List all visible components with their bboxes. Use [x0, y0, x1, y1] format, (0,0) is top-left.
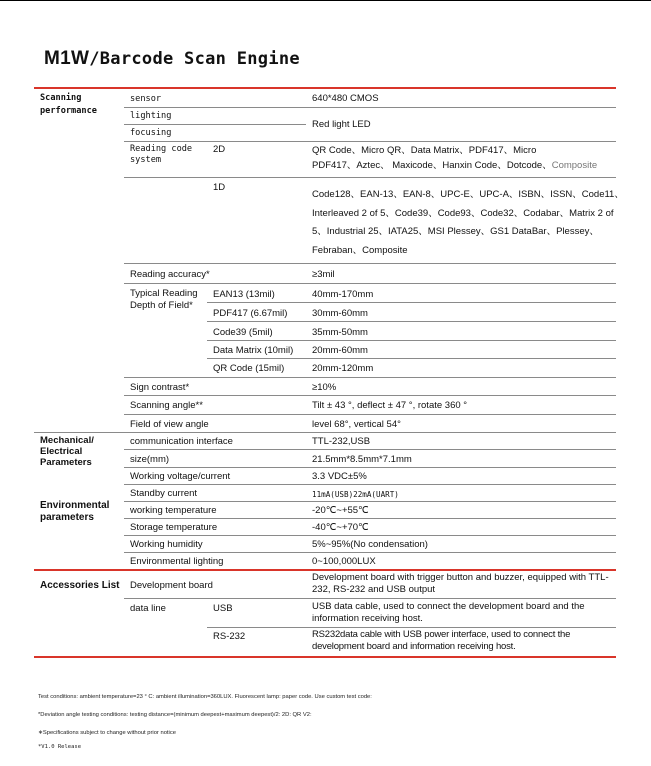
- spec-label: Standby current: [130, 488, 198, 499]
- row-divider: [124, 395, 616, 396]
- spec-value: -40℃~+70℃: [312, 522, 369, 533]
- table-bottom-border: [34, 656, 616, 658]
- row-divider: [124, 141, 616, 142]
- row-divider: [124, 263, 616, 264]
- row-divider: [124, 535, 616, 536]
- spec-value: 0~100,000LUX: [312, 556, 376, 567]
- dof-code: QR Code (15mil): [213, 363, 285, 374]
- sensor-value: 640*480 CMOS: [312, 93, 379, 104]
- row-divider: [207, 321, 616, 322]
- code-1d-label: 1D: [213, 182, 226, 193]
- spec-label: size(mm): [130, 454, 170, 465]
- dof-range: 30mm-60mm: [312, 308, 368, 319]
- spec-value: 11mA(USB)22mA(UART): [312, 490, 399, 499]
- row-divider: [207, 340, 616, 341]
- spec-value: 3.3 VDC±5%: [312, 471, 367, 482]
- footnote-release: *V1.0 Release: [38, 744, 82, 750]
- reading-accuracy-value: ≥3mil: [312, 269, 335, 280]
- section-border: [34, 569, 616, 571]
- dof-code: EAN13 (13mil): [213, 289, 275, 300]
- spec-label: Working voltage/current: [130, 471, 231, 482]
- row-divider: [207, 302, 616, 303]
- usb-label: USB: [213, 603, 233, 614]
- row-divider: [124, 467, 616, 468]
- dof-range: 40mm-170mm: [312, 289, 374, 300]
- model-name: M1W: [44, 48, 90, 69]
- scanning-angle-label: Scanning angle**: [130, 400, 203, 411]
- row-divider: [124, 107, 616, 108]
- code-2d-value: [312, 143, 597, 173]
- field-of-view-value: level 68°, vertical 54°: [312, 419, 401, 430]
- dev-board-label: Development board: [130, 580, 213, 591]
- rs232-label: RS-232: [213, 631, 246, 642]
- row-divider: [124, 552, 616, 553]
- dof-label-line1: Typical Reading: [130, 288, 198, 299]
- spec-value: 5%~95%(No condensation): [312, 539, 428, 550]
- dof-range: 35mm-50mm: [312, 327, 368, 338]
- category-mechanical: [40, 435, 94, 468]
- lighting-label: lighting: [130, 111, 172, 121]
- sign-contrast-label: Sign contrast*: [130, 382, 190, 393]
- row-divider: [124, 283, 616, 284]
- mechanical-line1: Mechanical/: [40, 435, 94, 446]
- code-2d-line1: QR Code、Micro QR、Data Matrix、PDF417、Micro: [312, 145, 537, 156]
- dof-label: [130, 288, 198, 312]
- code-1d-value: [312, 186, 624, 260]
- scanning-angle-value: Tilt ± 43 °, deflect ± 47 °, rotate 360 °: [312, 400, 468, 411]
- dof-code: Code39 (5mil): [213, 327, 273, 338]
- category-accessories: Accessories List: [40, 580, 120, 591]
- spec-value: 21.5mm*8.5mm*7.1mm: [312, 454, 412, 465]
- code-1d-line: Febraban、Composite: [312, 244, 408, 256]
- row-divider: [124, 124, 306, 125]
- reading-system-label: [130, 144, 198, 166]
- code-2d-label: 2D: [213, 144, 226, 155]
- row-divider: [124, 518, 616, 519]
- page-title: [44, 48, 300, 70]
- dof-range: 20mm-60mm: [312, 345, 368, 356]
- dev-board-value: Development board with trigger button and buzzer, equipped with TTL-232, RS-232 and USB output: [312, 572, 609, 595]
- category-scanning: Scanning performance: [40, 93, 97, 116]
- title-subtitle: /Barcode Scan Engine: [89, 49, 300, 69]
- usb-value: USB data cable, used to connect the development board and the information receiving host.: [312, 601, 585, 624]
- data-line-label: data line: [130, 603, 166, 614]
- focusing-label: focusing: [130, 128, 172, 138]
- mechanical-line3: Parameters: [40, 457, 92, 468]
- code-1d-line: Code128、EAN-13、EAN-8、UPC-E、UPC-A、ISBN、ISSN、Code11、: [312, 189, 624, 200]
- code-1d-line: Interleaved 2 of 5、Code39、Code93、Code32、Codabar、Matrix 2 of: [312, 207, 614, 219]
- footnote-test-conditions: Test conditions: ambient temperature=23 ° C: ambient illumination=360LUX. Fluorescent lamp: paper code. Use custom test code:: [38, 694, 372, 700]
- mechanical-line2: Electrical: [40, 446, 83, 457]
- spec-label: communication interface: [130, 436, 233, 447]
- rs232-value: RS232data cable with USB power interface, used to connect the development board and information receiving host.: [312, 629, 571, 652]
- row-divider: [124, 414, 616, 415]
- row-divider: [124, 449, 616, 450]
- section-divider: [34, 432, 616, 433]
- light-value: Red light LED: [312, 119, 371, 130]
- dof-label-line2: Depth of Field*: [130, 300, 193, 311]
- dof-code: Data Matrix (10mil): [213, 345, 294, 356]
- category-environmental: [40, 500, 109, 524]
- reading-system-text: Reading code system: [130, 144, 193, 165]
- sensor-label: sensor: [130, 94, 162, 104]
- spec-label: Storage temperature: [130, 522, 218, 533]
- spec-value: -20℃~+55℃: [312, 505, 369, 516]
- code-2d-line2: [312, 158, 597, 173]
- code-1d-line: 5、Industrial 25、IATA25、MSI Plessey、GS1 DataBar、Plessey、: [312, 226, 599, 237]
- spec-label: Working humidity: [130, 539, 203, 550]
- row-divider: [207, 627, 616, 628]
- top-border: [0, 0, 651, 1]
- code-2d-composite: Composite: [551, 160, 598, 171]
- row-divider: [124, 501, 616, 502]
- spec-label: working temperature: [130, 505, 217, 516]
- spec-value: TTL-232,USB: [312, 436, 371, 447]
- environmental-line1: Environmental: [40, 500, 110, 511]
- row-divider: [207, 358, 616, 359]
- environmental-line2: parameters: [40, 512, 94, 523]
- reading-accuracy-label: Reading accuracy*: [130, 269, 210, 280]
- field-of-view-label: Field of view angle: [130, 419, 209, 430]
- table-top-border: [34, 87, 616, 89]
- row-divider: [124, 177, 616, 178]
- sign-contrast-value: ≥10%: [312, 382, 337, 393]
- dof-code: PDF417 (6.67mil): [213, 308, 288, 319]
- code-2d-line2-text: PDF417、Aztec、 Maxicode、Hanxin Code、Dotcode、: [312, 160, 552, 171]
- row-divider: [124, 598, 616, 599]
- spec-label: Environmental lighting: [130, 556, 224, 567]
- dof-range: 20mm-120mm: [312, 363, 374, 374]
- footnote-specifications: ∗Specifications subject to change without prior notice: [38, 730, 176, 736]
- footnote-deviation-angle: *Deviation angle testing conditions: testing distance=(minimum deepest+maximum deepest)/2: 2D: QR V2:: [38, 712, 312, 718]
- row-divider: [124, 377, 616, 378]
- row-divider: [124, 484, 616, 485]
